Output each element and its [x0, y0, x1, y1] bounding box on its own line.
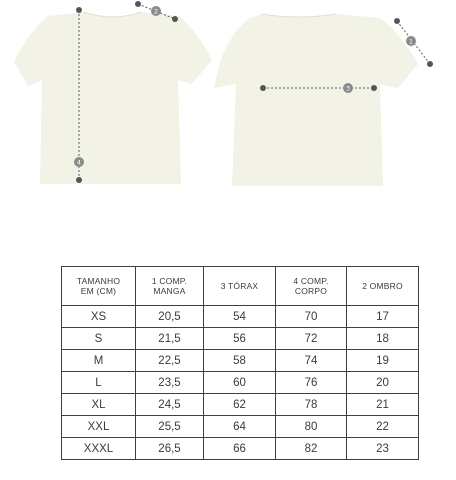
- cell-chest: 58: [204, 350, 276, 372]
- cell-body-length: 72: [276, 328, 347, 350]
- back-shirt-silhouette: [214, 14, 418, 186]
- header-size: TAMANHO EM (CM): [62, 267, 136, 306]
- table-row: [62, 350, 419, 372]
- cell-sleeve-length: 21,5: [136, 328, 204, 350]
- cell-chest: 66: [204, 438, 276, 460]
- size-chart-table: [61, 266, 419, 460]
- cell-size: XL: [62, 394, 136, 416]
- back-shoulder-end-dot: [427, 61, 433, 67]
- cell-body-length: 82: [276, 438, 347, 460]
- cell-size: XXXL: [62, 438, 136, 460]
- cell-sleeve-length: 24,5: [136, 394, 204, 416]
- cell-sleeve-length: 25,5: [136, 416, 204, 438]
- table-row: [62, 372, 419, 394]
- cell-shoulder: 19: [347, 350, 419, 372]
- cell-shoulder: 23: [347, 438, 419, 460]
- cell-size: S: [62, 328, 136, 350]
- cell-shoulder: 17: [347, 306, 419, 328]
- header-chest: 3 TÓRAX: [204, 267, 276, 306]
- table-row: [62, 416, 419, 438]
- cell-size: M: [62, 350, 136, 372]
- cell-chest: 54: [204, 306, 276, 328]
- front-sleeve-start-dot: [135, 1, 141, 7]
- back-chest-left-dot: [260, 85, 266, 91]
- cell-sleeve-length: 26,5: [136, 438, 204, 460]
- header-shoulder: 2 OMBRO: [347, 267, 419, 306]
- table-row: [62, 438, 419, 460]
- cell-sleeve-length: 22,5: [136, 350, 204, 372]
- cell-body-length: 78: [276, 394, 347, 416]
- table-row: [62, 306, 419, 328]
- cell-chest: 56: [204, 328, 276, 350]
- table-row: [62, 394, 419, 416]
- back-chest-marker-label: 3: [345, 84, 351, 93]
- table-header-row: [62, 267, 419, 306]
- cell-shoulder: 22: [347, 416, 419, 438]
- header-body-length: 4 COMP. CORPO: [276, 267, 347, 306]
- cell-body-length: 76: [276, 372, 347, 394]
- cell-size: L: [62, 372, 136, 394]
- cell-chest: 60: [204, 372, 276, 394]
- front-sleeve-marker-label: 2: [153, 7, 159, 16]
- cell-sleeve-length: 20,5: [136, 306, 204, 328]
- back-shoulder-start-dot: [394, 18, 400, 24]
- cell-body-length: 80: [276, 416, 347, 438]
- cell-chest: 64: [204, 416, 276, 438]
- cell-shoulder: 18: [347, 328, 419, 350]
- cell-size: XS: [62, 306, 136, 328]
- front-length-marker-label: 4: [76, 158, 82, 167]
- header-sleeve-length: 1 COMP. MANGA: [136, 267, 204, 306]
- back-chest-right-dot: [371, 85, 377, 91]
- cell-shoulder: 20: [347, 372, 419, 394]
- front-length-top-dot: [76, 7, 82, 13]
- front-sleeve-end-dot: [172, 16, 178, 22]
- back-shoulder-marker-label: 1: [408, 37, 414, 46]
- cell-chest: 62: [204, 394, 276, 416]
- front-length-bottom-dot: [76, 177, 82, 183]
- cell-sleeve-length: 23,5: [136, 372, 204, 394]
- front-shirt-silhouette: [14, 12, 212, 184]
- table-row: [62, 328, 419, 350]
- cell-body-length: 70: [276, 306, 347, 328]
- cell-shoulder: 21: [347, 394, 419, 416]
- cell-size: XXL: [62, 416, 136, 438]
- garment-measurement-diagram: [0, 0, 456, 200]
- cell-body-length: 74: [276, 350, 347, 372]
